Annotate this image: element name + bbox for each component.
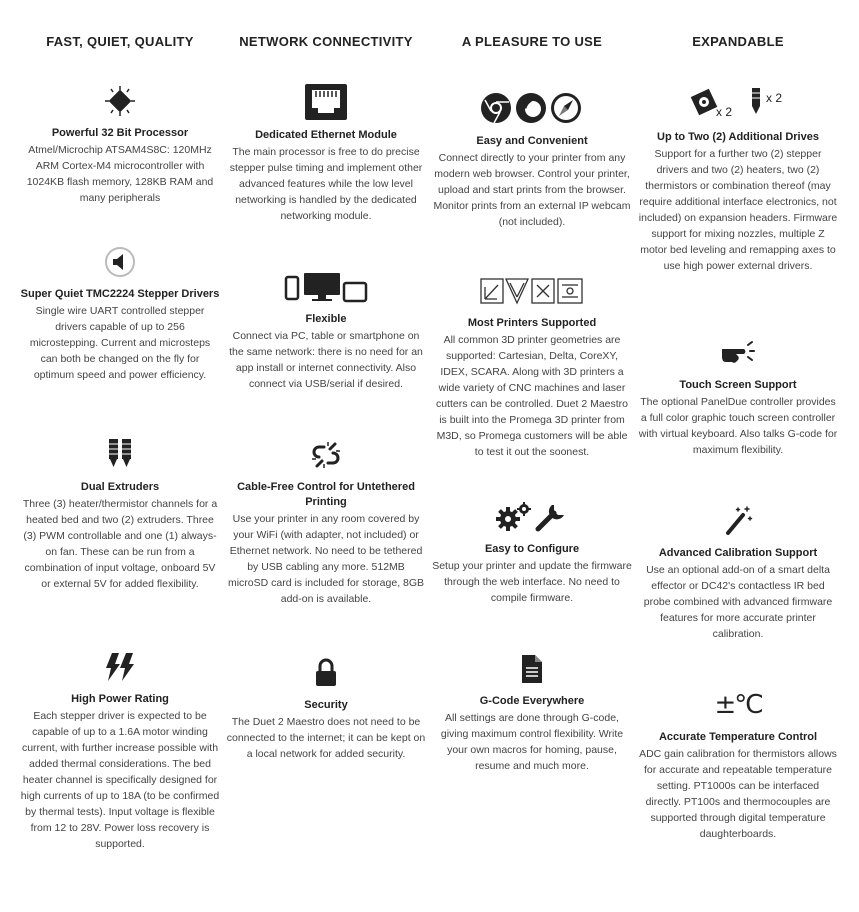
feature-description: The main processor is free to do precise stepper pulse timing and implement other advanced features while the low level networking is handled by the dedicated networking module. (229, 146, 423, 222)
stepper-extruder-x2-icon (638, 84, 838, 124)
feature-quiet-drivers (20, 243, 220, 383)
feature-printers-supported (432, 272, 632, 460)
feature-title: Easy to Configure (484, 543, 580, 555)
feature-gcode-everywhere (432, 650, 632, 774)
feature-flexible (226, 268, 426, 392)
feature-cable-free (226, 436, 426, 607)
x2-label: x 2 (716, 105, 733, 119)
feature-description: Use an optional add-on of a smart delta effector or DC42's contactless IR bed probe combined with advanced firmware features for more accurate printer calibration. (643, 564, 833, 640)
feature-easy-convenient (432, 88, 632, 230)
feature-processor (20, 82, 220, 206)
speaker-muted-icon (20, 243, 220, 281)
feature-title: High Power Rating (71, 693, 169, 705)
feature-title: Cable-Free Control for Untethered Printing (237, 481, 415, 508)
feature-description: Atmel/Microchip ATSAM4S8C: 120MHz ARM Cortex-M4 microcontroller with 1024KB flash memory, 128KB RAM and many peripherals (26, 144, 214, 204)
feature-description: The optional PanelDue controller provides a full color graphic touch screen controller with virtual keyboard. Also talks G-code for maximum flexibility. (638, 396, 838, 456)
celsius-symbol: ±°C (714, 690, 762, 720)
feature-title: G-Code Everywhere (479, 695, 585, 707)
feature-title: Most Printers Supported (467, 317, 597, 329)
feature-calibration (638, 502, 838, 642)
feature-title: Powerful 32 Bit Processor (51, 127, 189, 139)
feature-description: Use your printer in any room covered by your WiFi (with adapter, not included) or Ethernet network. No need to be tethered by USB cabling any more. 512MB microSD card is included for storage, 8GB add-on is available. (227, 513, 425, 605)
feature-description: All settings are done through G-code, giving maximum control flexibility. Write your own macros for homing, pause, resume and much more. (440, 712, 624, 772)
feature-description: Setup your printer and update the firmware through the web interface. No need to compile firmware. (432, 560, 632, 604)
temperature-celsius-icon (638, 686, 838, 724)
processor-chip-icon (20, 82, 220, 120)
feature-security (226, 654, 426, 762)
feature-additional-drives (638, 84, 838, 274)
feature-description: The Duet 2 Maestro does not need to be connected to the internet; it can be kept on a local network for added security. (226, 716, 426, 760)
feature-high-power (20, 648, 220, 852)
gears-wrench-icon (432, 498, 632, 536)
feature-title: Accurate Temperature Control (658, 731, 818, 743)
feature-title: Dual Extruders (80, 481, 160, 493)
feature-title: Super Quiet TMC2224 Stepper Drivers (20, 288, 220, 300)
feature-description: Three (3) heater/thermistor channels for a heated bed and two (2) extruders. Three (3) PWM controllable and one (1) always-on fan. These can be run from a combination of input voltage, onboard 5V or external 5V for added flexibility. (22, 498, 218, 590)
feature-description: ADC gain calibration for thermistors allows for accurate and repeatable temperature setting. PT1000s can be interfaced directly. PT100s and thermocouples are supported through digital temperature daughterboards. (639, 748, 837, 840)
printer-geometries-icon (432, 272, 632, 310)
column-heading: NETWORK CONNECTIVITY (239, 34, 413, 49)
feature-touch-screen (638, 334, 838, 458)
column-heading: EXPANDABLE (692, 34, 784, 49)
document-icon (432, 650, 632, 688)
devices-icon (226, 268, 426, 306)
feature-dual-extruders (20, 436, 220, 592)
feature-title: Dedicated Ethernet Module (255, 129, 397, 141)
feature-title: Easy and Convenient (476, 135, 588, 147)
magic-wand-icon (638, 502, 838, 540)
lightning-bolts-icon (20, 648, 220, 686)
dual-extruder-icon (20, 436, 220, 474)
feature-title: Up to Two (2) Additional Drives (657, 131, 819, 143)
feature-ethernet (226, 82, 426, 224)
feature-title: Security (304, 699, 348, 711)
column-heading: A PLEASURE TO USE (461, 34, 603, 49)
x2-label: x 2 (766, 91, 783, 105)
broken-link-icon (226, 436, 426, 474)
feature-description: All common 3D printer geometries are supported: Cartesian, Delta, CoreXY, IDEX, SCARA. Along with 3D printers a wide variety of CNC machines and laser cutters can be controlled. Duet 2 Maestro is built into the Promega 3D printer from M3D, so Promega customers will be able to test it out the soonest. (435, 334, 628, 458)
touch-hand-icon (638, 334, 838, 372)
feature-temperature (638, 686, 838, 842)
feature-description: Support for a further two (2) stepper drivers and two (2) heaters, two (2) thermistors or combination thereof (may require additional interface electronics, not included) on expansion headers. Firmware support for mixing nozzles, multiple Z motor bed leveling and remapping axes to use high power external drivers. (638, 148, 838, 272)
feature-easy-configure (432, 498, 632, 606)
feature-title: Advanced Calibration Support (658, 547, 818, 559)
feature-title: Touch Screen Support (679, 379, 797, 391)
feature-description: Connect directly to your printer from any modern web browser. Control your printer, upload and start prints from the browser. Monitor prints from an external IP webcam (not included). (433, 152, 631, 228)
feature-description: Single wire UART controlled stepper drivers capable of up to 256 microstepping. Current and microsteps can both be changed on the fly for optimum speed and power efficiency. (29, 305, 211, 381)
feature-description: Each stepper driver is expected to be capable of up to a 1.6A motor winding current, with further increase possible with added thermal considerations. The bed heater channel is specifically designed for high currents of up to 18A (to be confirmed by thermal tests). Input voltage is flexible from 12 to 28V. Power loss recovery is supported. (20, 710, 220, 850)
browsers-icon (432, 88, 632, 128)
feature-title: Flexible (305, 313, 347, 325)
feature-description: Connect via PC, table or smartphone on the same network: there is no need for an app install or internet connectivity. Also connect via USB/serial if desired. (229, 330, 423, 390)
column-heading: FAST, QUIET, QUALITY (46, 34, 194, 49)
ethernet-port-icon (226, 82, 426, 122)
padlock-icon (226, 654, 426, 692)
